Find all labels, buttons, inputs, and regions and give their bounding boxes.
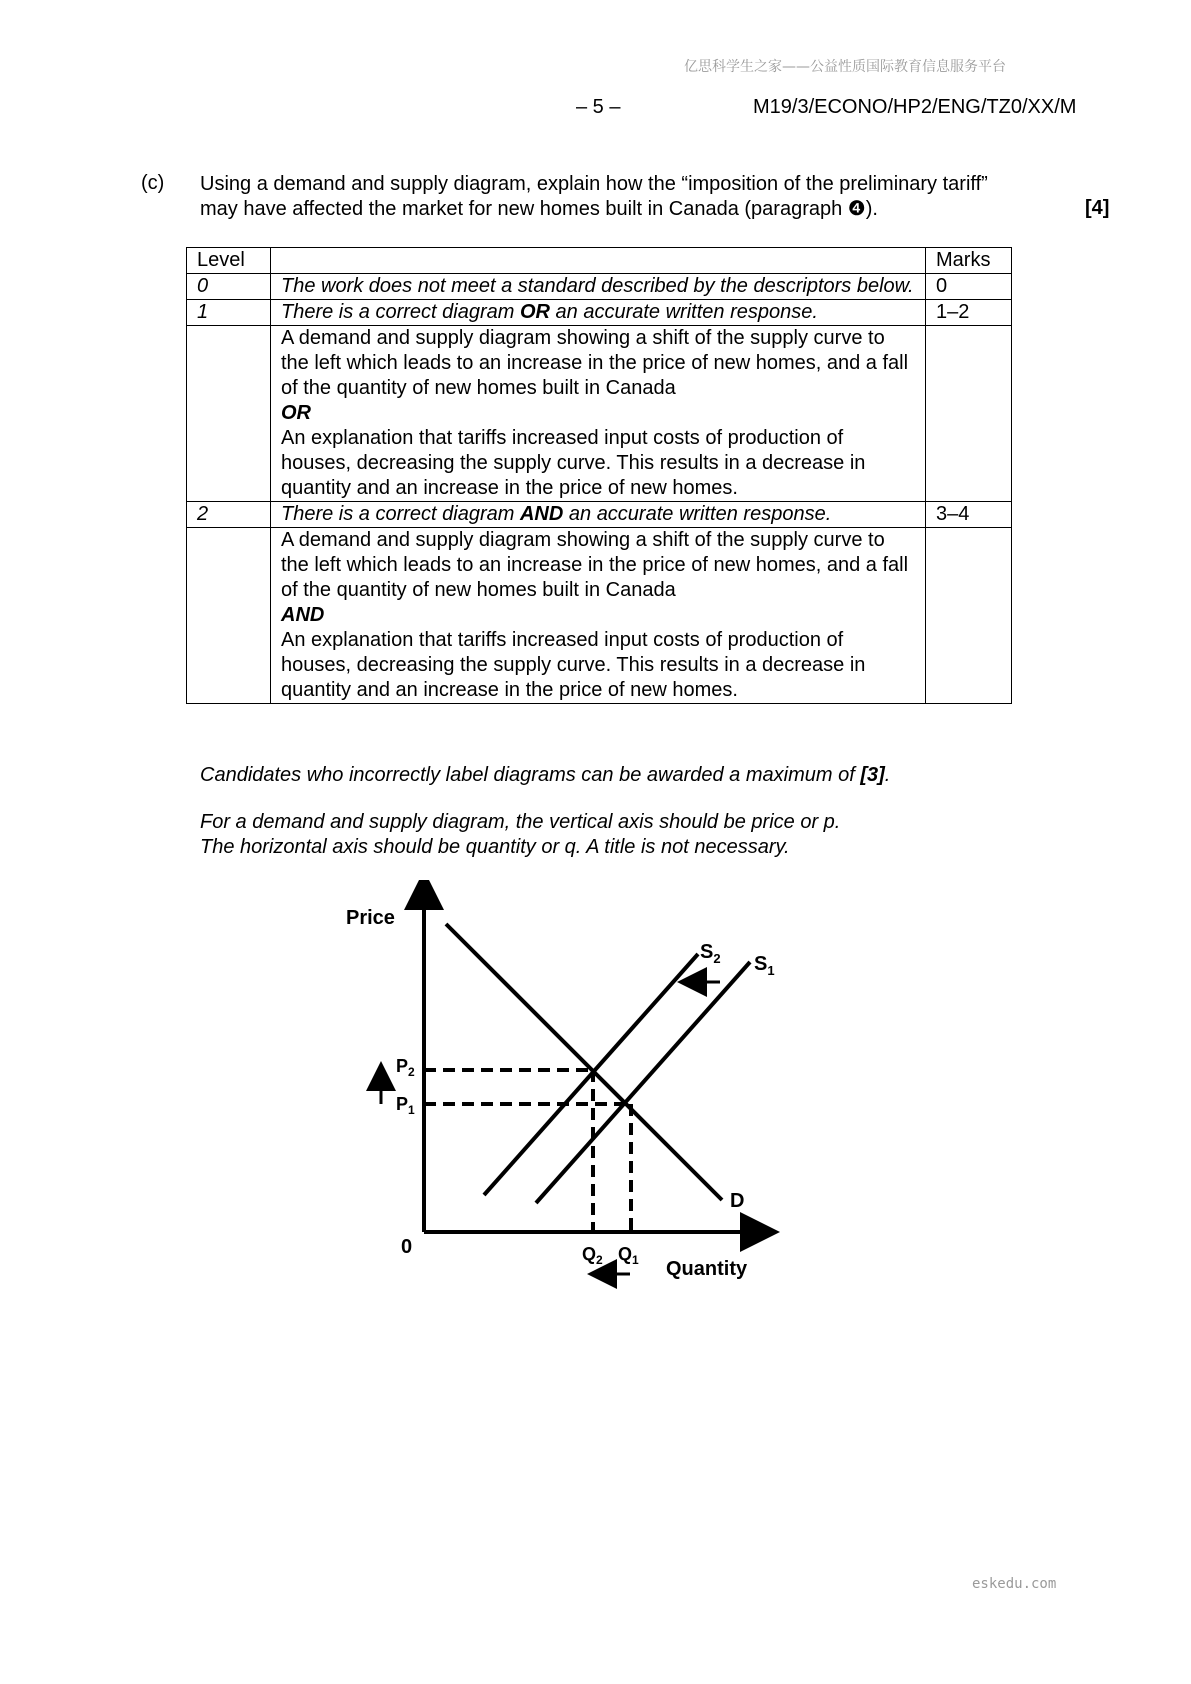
demand-label: D	[730, 1190, 745, 1212]
question-line-2: may have affected the market for new homes built in Canada (paragraph ❹).	[200, 198, 878, 220]
note-axis-labels: For a demand and supply diagram, the vertical axis should be price or p. The horizontal axis should be quantity or q. A title is not necessary.	[200, 811, 841, 858]
origin-label: 0	[401, 1236, 413, 1258]
supply1-label: $S_1$	[754, 953, 775, 978]
p2-label: $P_2$	[396, 1056, 415, 1079]
descriptor-detail: A demand and supply diagram showing a shift of the supply curve to the left which leads to an increase in the price of new homes, and a fall of the quantity of new homes built in Canada AND An explanation that tariffs increased input costs of production of houses, decreasing the supply curve. This results in a decrease in quantity and an increase in the price of new homes.	[271, 528, 926, 704]
table-header-row	[187, 248, 1012, 274]
page-number: – 5 –	[576, 96, 621, 118]
q2-label: $Q_2$	[582, 1244, 603, 1267]
descriptor-cell: There is a correct diagram AND an accurate written response.	[271, 502, 926, 528]
table-row	[187, 300, 1012, 326]
level-cell: 1	[187, 300, 271, 326]
header-descriptor	[271, 248, 926, 274]
marks-cell: 3–4	[926, 502, 1012, 528]
supply-demand-diagram	[320, 880, 790, 1300]
demand-curve	[446, 924, 722, 1200]
watermark-header: 亿思科学生之家——公益性质国际教育信息服务平台	[684, 59, 1006, 75]
note-incorrect-labels: Candidates who incorrectly label diagrams can be awarded a maximum of [3].	[200, 764, 891, 786]
header-marks: Marks	[926, 248, 1012, 274]
y-axis-label: Price	[346, 907, 395, 929]
level-cell: 2	[187, 502, 271, 528]
marks-cell: 1–2	[926, 300, 1012, 326]
level-cell: 0	[187, 274, 271, 300]
descriptor-cell: The work does not meet a standard described by the descriptors below.	[271, 274, 926, 300]
descriptor-detail: A demand and supply diagram showing a shift of the supply curve to the left which leads to an increase in the price of new homes, and a fall of the quantity of new homes built in Canada OR An explanation that tariffs increased input costs of production of houses, decreasing the supply curve. This results in a decrease in quantity and an increase in the price of new homes.	[271, 326, 926, 502]
descriptor-cell: There is a correct diagram OR an accurate written response.	[271, 300, 926, 326]
table-row-detail	[187, 528, 1012, 704]
watermark-footer: eskedu.com	[972, 1576, 1057, 1592]
supply-curve-1	[536, 962, 750, 1203]
question-marks: [4]	[1085, 197, 1110, 219]
x-axis-label: Quantity	[666, 1258, 748, 1280]
question-line-1: Using a demand and supply diagram, explain how the “imposition of the preliminary tariff”	[200, 173, 988, 195]
question-label: (c)	[141, 172, 165, 194]
table-row	[187, 502, 1012, 528]
table-row	[187, 274, 1012, 300]
table-row-detail	[187, 326, 1012, 502]
supply2-label: $S_2$	[700, 941, 721, 966]
question-text	[200, 172, 1090, 222]
markscheme-table	[186, 247, 1012, 704]
header-level: Level	[187, 248, 271, 274]
document-code: M19/3/ECONO/HP2/ENG/TZ0/XX/M	[753, 96, 1077, 118]
p1-label: $P_1$	[396, 1094, 415, 1117]
q1-label: $Q_1$	[618, 1244, 639, 1267]
marks-cell: 0	[926, 274, 1012, 300]
